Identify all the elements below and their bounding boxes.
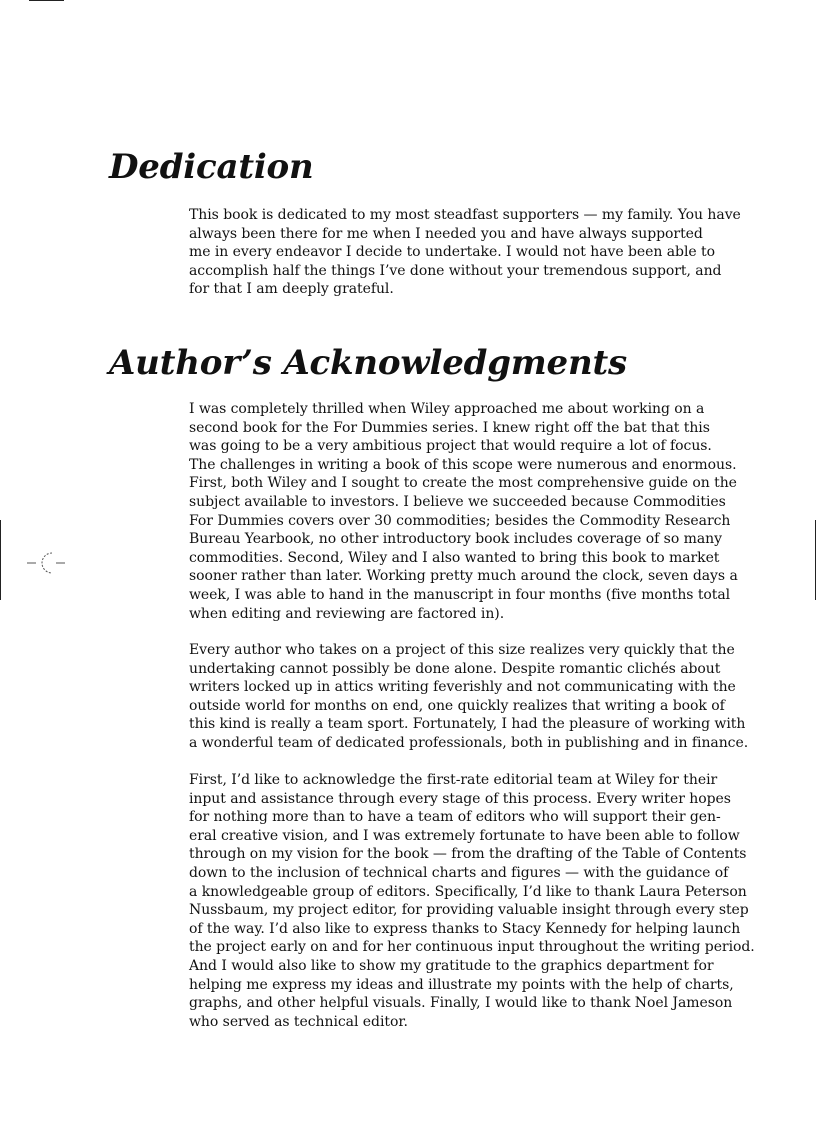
text-line: graphs, and other helpful visuals. Finally, I would like to thank Noel Jameson (189, 995, 733, 1012)
text-line: I was completely thrilled when Wiley approached me about working on a (189, 401, 705, 417)
text-line: commodities. Second, Wiley and I also wanted to bring this book to market (189, 549, 720, 566)
text-line: me in every endeavor I decide to undertake. I would not have been able to (189, 244, 715, 261)
text-line: And I would also like to show my gratitude to the graphics department for (189, 957, 714, 974)
top-crop-mark (29, 0, 64, 1)
text-line: Bureau Yearbook, no other introductory book includes coverage of so many (189, 531, 722, 548)
text-line: when editing and reviewing are factored in). (189, 605, 505, 622)
acknowledgments-paragraph-3 (189, 771, 755, 1031)
acknowledgments-heading: Author’s Acknowledgments (109, 343, 627, 383)
text-line: of the way. I’d also like to express thanks to Stacy Kennedy for helping launch (189, 920, 741, 937)
acknowledgments-paragraph-1 (189, 400, 738, 623)
text-line: the project early on and for her continuous input throughout the writing period. (189, 939, 755, 956)
text-line: outside world for months on end, one quickly realizes that writing a book of (189, 697, 725, 714)
text-line: this kind is really a team sport. Fortunately, I had the pleasure of working with (189, 716, 746, 733)
text-line: a wonderful team of dedicated professionals, both in publishing and in finance. (189, 734, 749, 751)
text-line: accomplish half the things I’ve done without your tremendous support, and (189, 262, 722, 279)
text-line: This book is dedicated to my most steadfast supporters — my family. You have (189, 207, 741, 223)
text-line: eral creative vision, and I was extremely fortunate to have been able to follow (189, 827, 740, 844)
left-crop-mark (0, 520, 1, 600)
text-line: writers locked up in attics writing feverishly and not communicating with the (189, 679, 736, 696)
text-line: helping me express my ideas and illustrate my points with the help of charts, (189, 976, 734, 993)
text-line: for nothing more than to have a team of editors who will support their gen- (189, 809, 721, 826)
dedication-heading: Dedication (109, 147, 314, 187)
dedication-paragraph (189, 206, 741, 299)
text-line: for that I am deeply grateful. (189, 281, 394, 298)
text-line: was going to be a very ambitious project that would require a lot of focus. (189, 438, 712, 455)
text-line: The challenges in writing a book of this scope were numerous and enormous. (189, 456, 737, 473)
text-line: through on my vision for the book — from the drafting of the Table of Contents (189, 846, 747, 863)
text-line: Nussbaum, my project editor, for providing valuable insight through every step (189, 902, 749, 919)
text-line: sooner rather than later. Working pretty much around the clock, seven days a (189, 568, 738, 585)
text-line: First, I’d like to acknowledge the first-rate editorial team at Wiley for their (189, 772, 718, 788)
text-line: Every author who takes on a project of this size realizes very quickly that the (189, 642, 735, 658)
text-line: undertaking cannot possibly be done alone. Despite romantic clichés about (189, 660, 721, 677)
text-line: input and assistance through every stage of this process. Every writer hopes (189, 790, 731, 807)
text-line: second book for the For Dummies series. I knew right off the bat that this (189, 419, 710, 436)
text-line: subject available to investors. I believe we succeeded because Commodities (189, 493, 726, 510)
text-line: For Dummies covers over 30 commodities; besides the Commodity Research (189, 512, 731, 529)
registration-mark-icon (27, 548, 65, 578)
text-line: always been there for me when I needed you and have always supported (189, 225, 703, 242)
text-line: down to the inclusion of technical charts and figures — with the guidance of (189, 864, 729, 881)
text-line: week, I was able to hand in the manuscript in four months (five months total (189, 586, 731, 603)
text-line: First, both Wiley and I sought to create the most comprehensive guide on the (189, 475, 737, 492)
text-line: a knowledgeable group of editors. Specifically, I’d like to thank Laura Peterson (189, 883, 747, 900)
acknowledgments-paragraph-2 (189, 641, 749, 753)
text-line: who served as technical editor. (189, 1013, 408, 1030)
